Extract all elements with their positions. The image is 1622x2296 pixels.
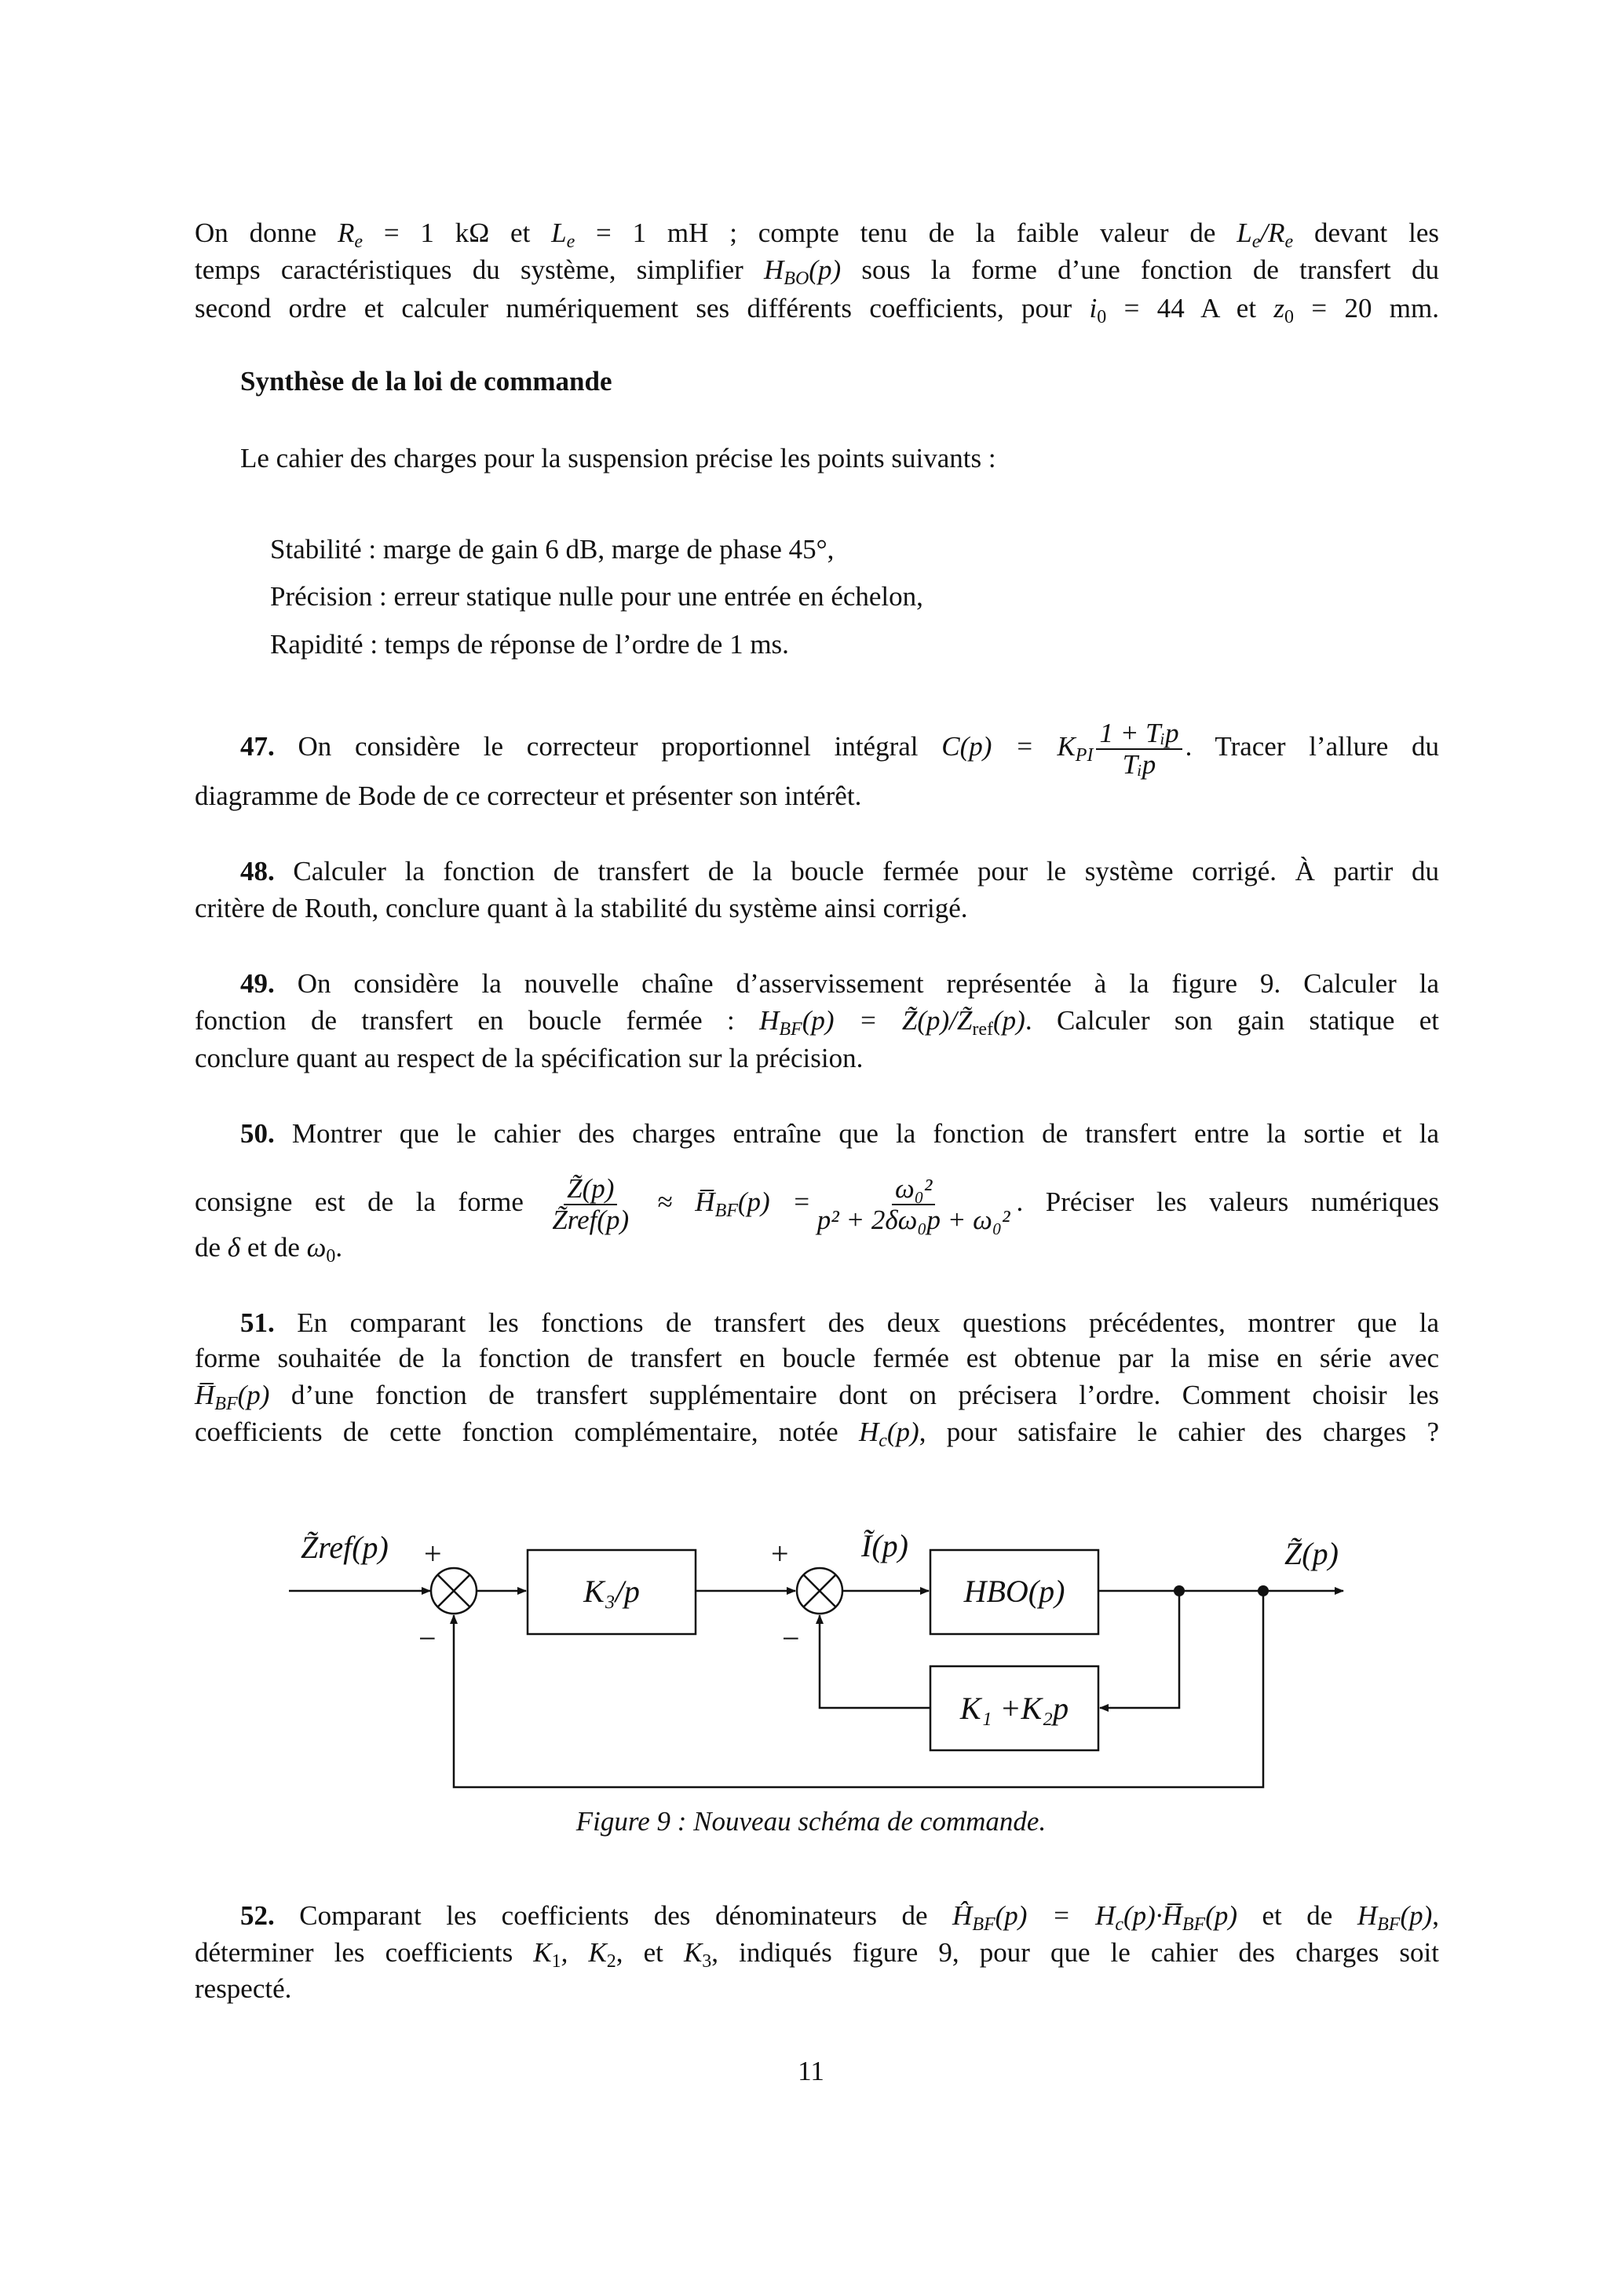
math-run: BF	[779, 1019, 802, 1040]
text-run: et de	[1237, 1900, 1357, 1931]
branch-point-1	[1174, 1585, 1185, 1596]
text-run: = 20 mm.	[1294, 293, 1439, 324]
question-number: 52.	[240, 1900, 275, 1931]
text-run: critère de Routh, conclure quant à la stabilité du système ainsi corrigé.	[195, 893, 968, 923]
text-run: conclure quant au respect de la spécification sur la précision.	[195, 1043, 864, 1073]
sum1-minus-sign: −	[418, 1621, 437, 1656]
text-run: fonction de transfert en boucle fermée :	[195, 1005, 760, 1036]
text-run: temps caractéristiques du système, simplifier	[195, 254, 765, 285]
math-run: e	[1284, 232, 1294, 252]
math-run: 0	[1284, 307, 1295, 327]
math-run: 1	[551, 1951, 561, 1972]
math-run: H	[858, 1417, 879, 1447]
text-run: Précision : erreur statique nulle pour une entrée en échelon,	[270, 581, 923, 612]
text-run: . Tracer l’allure du	[1185, 731, 1439, 762]
output-label: Z̃(p)	[1284, 1536, 1339, 1571]
question-number: Synthèse de la loi de commande	[240, 366, 612, 397]
math-run: (p) = H	[995, 1900, 1116, 1931]
page-number: 11	[798, 2056, 824, 2086]
math-run: (p) =	[737, 1186, 811, 1218]
outer-feedback-line	[454, 1591, 1263, 1787]
block-k3-label: K₃/p	[583, 1574, 640, 1609]
text-run: = 1 kΩ et	[363, 218, 552, 248]
math-run: Ĥ	[952, 1900, 973, 1931]
branch-point-2	[1258, 1585, 1269, 1596]
math-run: 0	[326, 1246, 336, 1267]
text-run: . Préciser les valeurs numériques	[1016, 1186, 1440, 1218]
math-run: L	[551, 218, 567, 248]
math-run: , K	[561, 1937, 607, 1968]
text-run: = 1 mH ; compte tenu de la faible valeur de	[575, 218, 1237, 248]
text-run: En comparant les fonctions de transfert des deux questions précédentes, montrer que la	[274, 1307, 1439, 1338]
math-run: 3	[702, 1951, 712, 1972]
math-run: c	[1115, 1914, 1124, 1935]
fraction-numerator: ω₀²	[892, 1174, 935, 1205]
text-run: = 44 A et	[1106, 293, 1274, 324]
text-run: consigne est de la forme	[195, 1186, 546, 1218]
text-run: Montrer que le cahier des charges entraîne que la fonction de transfert entre la sortie et la	[274, 1118, 1439, 1149]
math-run: BF	[972, 1914, 995, 1935]
sum2-minus-sign: −	[782, 1621, 800, 1656]
input-label: Z̃ref(p)	[301, 1530, 389, 1565]
text-run: On donne	[195, 218, 338, 248]
math-run: e	[566, 232, 575, 252]
math-run: e	[354, 232, 363, 252]
math-run: δ	[227, 1232, 241, 1263]
summing-junction-1	[431, 1568, 477, 1614]
text-run: devant les	[1293, 218, 1439, 248]
math-run: z	[1273, 293, 1285, 324]
math-run: BF	[1377, 1914, 1401, 1935]
fraction-denominator: Z̃ref(p)	[552, 1205, 630, 1235]
text-run: forme souhaitée de la fonction de transfert en boucle fermée est obtenue par la mise en série avec	[195, 1343, 1439, 1373]
text-run: , indiqués figure 9, pour que le cahier des charges soit	[711, 1937, 1439, 1968]
text-run: .	[335, 1232, 343, 1263]
math-run: (p)	[993, 1005, 1025, 1036]
math-run: (p) = Z̃(p)/Z̃	[802, 1005, 973, 1036]
math-run: c	[879, 1431, 887, 1451]
math-run: (p)	[1400, 1900, 1433, 1931]
block-hbo-label: HBO(p)	[963, 1574, 1065, 1609]
math-run: BF	[714, 1201, 738, 1222]
text-run: sous la forme d’une fonction de transfert du	[841, 254, 1439, 285]
math-run: ω	[306, 1232, 327, 1263]
math-run: L	[1237, 218, 1252, 248]
text-run: respecté.	[195, 1973, 292, 2004]
text-run: Comparant les coefficients des dénominateurs de	[274, 1900, 953, 1931]
math-run: 0	[1097, 307, 1107, 327]
math-run: PI	[1075, 745, 1094, 766]
text-run: de	[195, 1232, 228, 1263]
question-number: 49.	[240, 968, 275, 999]
text-run: Le cahier des charges pour la suspension précise les points suivants :	[240, 443, 996, 473]
text-run: Rapidité : temps de réponse de l’ordre de 1 ms.	[270, 629, 789, 660]
text-run: diagramme de Bode de ce correcteur et présenter son intérêt.	[195, 781, 862, 811]
math-run: H	[1357, 1900, 1378, 1931]
text-run: Calculer la fonction de transfert de la boucle fermée pour le système corrigé. À partir du	[274, 856, 1439, 887]
text-run: . Calculer son gain statique et	[1025, 1005, 1439, 1036]
text-run: second ordre et calculer numériquement ses différents coefficients, pour	[195, 293, 1090, 324]
summing-junction-2	[797, 1568, 842, 1614]
text-run: d’une fonction de transfert supplémentaire dont on précisera l’ordre. Comment choisir les	[269, 1380, 1439, 1410]
question-number: 48.	[240, 856, 275, 887]
text-run: On considère le correcteur proportionnel intégral	[274, 731, 942, 762]
text-run: et de	[240, 1232, 307, 1263]
math-run: (p)	[237, 1380, 270, 1410]
math-run: (p)	[886, 1417, 919, 1447]
text-run: déterminer les coefficients	[195, 1937, 534, 1968]
math-run: (p)	[809, 254, 842, 285]
math-run: ref	[972, 1019, 993, 1040]
figure-caption: Figure 9 : Nouveau schéma de commande.	[575, 1806, 1047, 1837]
text-run: Stabilité : marge de gain 6 dB, marge de phase 45°,	[270, 534, 835, 565]
text-run: coefficients de cette fonction complémentaire, notée	[195, 1417, 859, 1447]
current-label: Ĩ(p)	[861, 1528, 908, 1563]
math-run: 2	[606, 1951, 616, 1972]
math-run: BF	[1182, 1914, 1206, 1935]
text-run: , et	[616, 1937, 684, 1968]
math-run: i	[1089, 293, 1098, 324]
sum1-plus-sign: +	[424, 1536, 442, 1571]
fraction-numerator: 1 + Tᵢp	[1096, 718, 1182, 750]
math-run: H̅	[195, 1380, 215, 1410]
math-run: /R	[1260, 218, 1285, 248]
math-run: BO	[784, 269, 809, 289]
text-run: ≈	[635, 1186, 696, 1218]
math-run: K	[683, 1937, 703, 1968]
math-run: K	[533, 1937, 552, 1968]
block-feedback-label: K₁ +K₂p	[959, 1691, 1069, 1726]
math-run: H	[764, 254, 784, 285]
math-run: e	[1251, 232, 1261, 252]
text-run: , pour satisfaire le cahier des charges ?	[919, 1417, 1440, 1447]
question-number: 50.	[240, 1118, 275, 1149]
question-number: 47.	[240, 731, 275, 762]
sum2-plus-sign: +	[771, 1536, 789, 1571]
math-run: H̅	[695, 1186, 715, 1218]
text-run: ,	[1432, 1900, 1439, 1931]
math-run: (p)	[1205, 1900, 1238, 1931]
fraction-denominator: p² + 2δω₀p + ω₀²	[816, 1205, 1010, 1235]
question-number: 51.	[240, 1307, 275, 1338]
fraction-numerator: Z̃(p)	[564, 1174, 617, 1205]
math-run: R	[337, 218, 355, 248]
text-run: On considère la nouvelle chaîne d’asservissement représentée à la figure 9. Calculer la	[274, 968, 1439, 999]
math-run: C(p) = K	[941, 731, 1076, 762]
math-run: (p)·H̅	[1123, 1900, 1182, 1931]
math-run: H	[759, 1005, 780, 1036]
inner-feedback-line	[1100, 1591, 1179, 1708]
fraction-denominator: Tᵢp	[1122, 749, 1156, 780]
math-run: BF	[214, 1394, 238, 1414]
